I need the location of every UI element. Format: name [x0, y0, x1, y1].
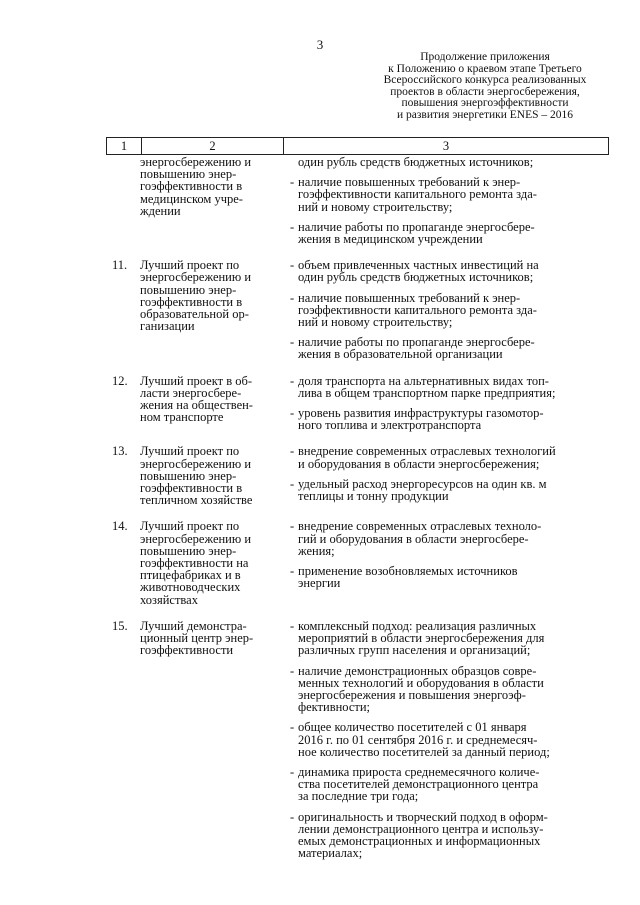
criterion-line: 2016 г. по 01 сентября 2016 г. и среднемесяч- [298, 732, 538, 747]
nomination-name-line: энергосбережению и [140, 531, 252, 546]
criterion-dash [290, 156, 298, 168]
criterion-text [298, 478, 616, 502]
criteria-list [290, 375, 616, 432]
criterion-line: различных групп населения и организаций; [298, 643, 531, 658]
criterion-dash: - [290, 373, 295, 388]
nomination-name-line: ганизации [140, 319, 195, 334]
row-number [106, 156, 140, 245]
criterion-line: комплексный подход: реализация различных [298, 618, 537, 633]
criterion-item [290, 292, 616, 329]
criterion-dash: - [290, 444, 295, 459]
criterion-line: фективности; [298, 700, 371, 715]
criterion-dash: - [290, 335, 295, 350]
criterion-line: жения в образовательной организации [298, 347, 503, 362]
table-row [106, 520, 616, 605]
column-header-1: 1 [107, 138, 142, 154]
nomination-name-line: Лучший проект в об- [140, 373, 253, 388]
criterion-line: объем привлеченных частных инвестиций на [298, 258, 539, 273]
nomination-name-line: энергосбережению и [140, 270, 252, 285]
nomination-name-line: Лучший проект по [140, 258, 240, 273]
page-number: 3 [316, 37, 324, 52]
row-number: 15. [112, 618, 128, 633]
row-number: 11. [112, 258, 128, 273]
nomination-name [140, 259, 290, 360]
nomination-name-line: образовательной ор- [140, 307, 249, 322]
criterion-dash: - [290, 175, 295, 190]
nomination-name-line: жения на обществен- [140, 398, 253, 413]
criterion-line: материалах; [298, 846, 363, 861]
criterion-line: общее количество посетителей с 01 января [298, 720, 527, 735]
criterion-text [298, 176, 616, 213]
criterion-dash: - [290, 663, 295, 678]
table-body [106, 156, 616, 873]
criterion-text [298, 565, 616, 589]
header-line: Продолжение приложения [420, 51, 550, 63]
criterion-line: гий и оборудования в области энергосбере- [298, 531, 529, 546]
criterion-line: один рубль средств бюджетных источников; [298, 155, 534, 169]
nomination-name-line: гоэффективности в [140, 179, 243, 194]
criterion-dash: - [290, 809, 295, 824]
criterion-dash: - [290, 618, 295, 633]
criteria-list [290, 259, 616, 360]
criterion-item [290, 766, 616, 803]
criterion-line: наличие повышенных требований к энер- [298, 175, 521, 190]
table-row [106, 445, 616, 506]
row-number: 14. [112, 519, 128, 534]
criterion-line: ное количество посетителей за данный период; [298, 744, 550, 759]
appendix-header [340, 52, 630, 122]
criterion-line: наличие повышенных требований к энер- [298, 290, 521, 305]
criterion-dash: - [290, 764, 295, 779]
criteria-list [290, 445, 616, 506]
criterion-line: внедрение современных отраслевых технологий [298, 444, 556, 459]
criterion-line: лении демонстрационного центра и использу- [298, 821, 544, 836]
criterion-dash: - [290, 290, 295, 305]
criterion-line: менных технологий и оборудования в области [298, 675, 544, 690]
criterion-line: мероприятий в области энергосбережения для [298, 631, 545, 646]
nomination-name-line: тепличном хозяйстве [140, 493, 253, 508]
nomination-name [140, 520, 290, 605]
row-number: 13. [112, 444, 128, 459]
nomination-name-line: птицефабриках и в [140, 568, 241, 583]
criterion-text [298, 520, 616, 557]
nomination-name [140, 445, 290, 506]
nomination-name-line: повышению энер- [140, 167, 237, 182]
criteria-list [290, 620, 616, 859]
criterion-line: жения в медицинском учреждении [298, 232, 483, 247]
criterion-line: ного топлива и электротранспорта [298, 418, 482, 433]
nomination-name-line: Лучший проект по [140, 519, 240, 534]
criterion-text [298, 375, 616, 399]
criterion-line: ний и новому строительству; [298, 199, 453, 214]
header-line: Всероссийского конкурса реализованных [383, 74, 587, 87]
criterion-line: удельный расход энергоресурсов на один кв. м [298, 476, 547, 491]
nomination-name-line: Лучший проект по [140, 444, 240, 459]
criterion-dash: - [290, 406, 295, 421]
criterion-line: гоэффективности капитального ремонта зда- [298, 302, 537, 317]
criterion-item [290, 665, 616, 714]
nomination-name [140, 620, 290, 859]
criterion-line: один рубль средств бюджетных источников; [298, 270, 534, 285]
criterion-line: уровень развития инфраструктуры газомотор- [298, 406, 544, 421]
nomination-name-line: медицинском учре- [140, 191, 243, 206]
criteria-list [290, 520, 616, 605]
criterion-text [298, 721, 616, 758]
criterion-dash: - [290, 720, 295, 735]
criterion-text [298, 766, 616, 803]
criterion-line: наличие работы по пропаганде энергосбере- [298, 219, 535, 234]
nomination-name-line: повышению энер- [140, 543, 237, 558]
criterion-line: энергосбережения и повышения энергоэф- [298, 687, 526, 702]
nomination-name-line: гоэффективности [140, 643, 234, 658]
criterion-line: ства посетителей демонстрационного центра [298, 777, 539, 792]
header-line: проектов в области энергосбережения, [390, 85, 580, 98]
criterion-text [298, 811, 616, 860]
criterion-text [298, 407, 616, 431]
criterion-item [290, 520, 616, 557]
table-row [106, 259, 616, 360]
nomination-name-line: повышению энер- [140, 468, 237, 483]
criterion-dash: - [290, 219, 295, 234]
criterion-item [290, 336, 616, 360]
criterion-dash: - [290, 519, 295, 534]
criterion-item [290, 478, 616, 502]
header-line: и развития энергетики ENES – 2016 [396, 108, 573, 121]
nomination-name-line: энергосбережению и [140, 456, 252, 471]
row-number: 12. [112, 373, 128, 388]
table-row [106, 375, 616, 432]
criterion-text [298, 336, 616, 360]
criterion-line: гоэффективности капитального ремонта зда- [298, 187, 537, 202]
criterion-text [298, 259, 616, 283]
nomination-name-line: Лучший демонстра- [140, 618, 247, 633]
criterion-line: емых демонстрационных и информационных [298, 833, 541, 848]
nomination-name-line: хозяйствах [140, 592, 198, 607]
criterion-dash: - [290, 258, 295, 273]
nomination-name-line: ждении [140, 203, 181, 218]
criterion-line: наличие демонстрационных образцов совре- [298, 663, 537, 678]
nomination-name-line: ционный центр энер- [140, 631, 254, 646]
criterion-item [290, 176, 616, 213]
nomination-name-line: животноводческих [140, 580, 241, 595]
nomination-name [140, 375, 290, 432]
criterion-line: наличие работы по пропаганде энергосбере- [298, 335, 535, 350]
criterion-line: теплицы и тонну продукции [298, 489, 449, 504]
criterion-text [298, 156, 616, 168]
criterion-item [290, 156, 616, 168]
criterion-text [298, 445, 616, 469]
criterion-dash: - [290, 564, 295, 579]
nomination-name-line: гоэффективности в [140, 294, 243, 309]
criterion-item [290, 407, 616, 431]
nomination-name-line: гоэффективности в [140, 481, 243, 496]
criterion-line: ний и новому строительству; [298, 315, 453, 330]
nomination-name-line: энергосбережению и [140, 155, 252, 169]
header-line: к Положению о краевом этапе Третьего [388, 62, 582, 75]
nomination-name-line: повышению энер- [140, 282, 237, 297]
criterion-line: оригинальность и творческий подход в оформ- [298, 809, 548, 824]
nomination-name-line: ном транспорте [140, 410, 224, 425]
criterion-dash: - [290, 476, 295, 491]
criterion-item [290, 375, 616, 399]
criterion-line: жения; [298, 543, 335, 558]
criterion-item [290, 259, 616, 283]
criterion-line: динамика прироста среднемесячного количе- [298, 764, 540, 779]
criterion-item [290, 221, 616, 245]
criterion-text [298, 292, 616, 329]
nomination-name [140, 156, 290, 245]
criterion-line: внедрение современных отраслевых техноло- [298, 519, 542, 534]
criterion-line: за последние три года; [298, 789, 419, 804]
table-header [106, 137, 609, 155]
criterion-line: и оборудования в области энергосбережения; [298, 456, 540, 471]
criterion-item [290, 565, 616, 589]
column-header-2: 2 [142, 138, 284, 154]
criteria-list [290, 156, 616, 245]
criterion-line: применение возобновляемых источников [298, 564, 518, 579]
header-line: повышения энергоэффективности [401, 97, 569, 110]
criterion-item [290, 721, 616, 758]
criterion-item [290, 445, 616, 469]
table-row [106, 156, 616, 245]
nomination-name-line: гоэффективности на [140, 556, 249, 571]
criterion-text [298, 221, 616, 245]
column-header-3: 3 [442, 139, 450, 153]
criterion-line: энергии [298, 576, 341, 591]
criterion-line: лива в общем транспортном парке предприятия; [298, 385, 556, 400]
criterion-line: доля транспорта на альтернативных видах топ- [298, 373, 549, 388]
criterion-text [298, 620, 616, 657]
criterion-item [290, 620, 616, 657]
criterion-item [290, 811, 616, 860]
criterion-text [298, 665, 616, 714]
table-row [106, 620, 616, 859]
nomination-name-line: ласти энергосбере- [140, 385, 242, 400]
